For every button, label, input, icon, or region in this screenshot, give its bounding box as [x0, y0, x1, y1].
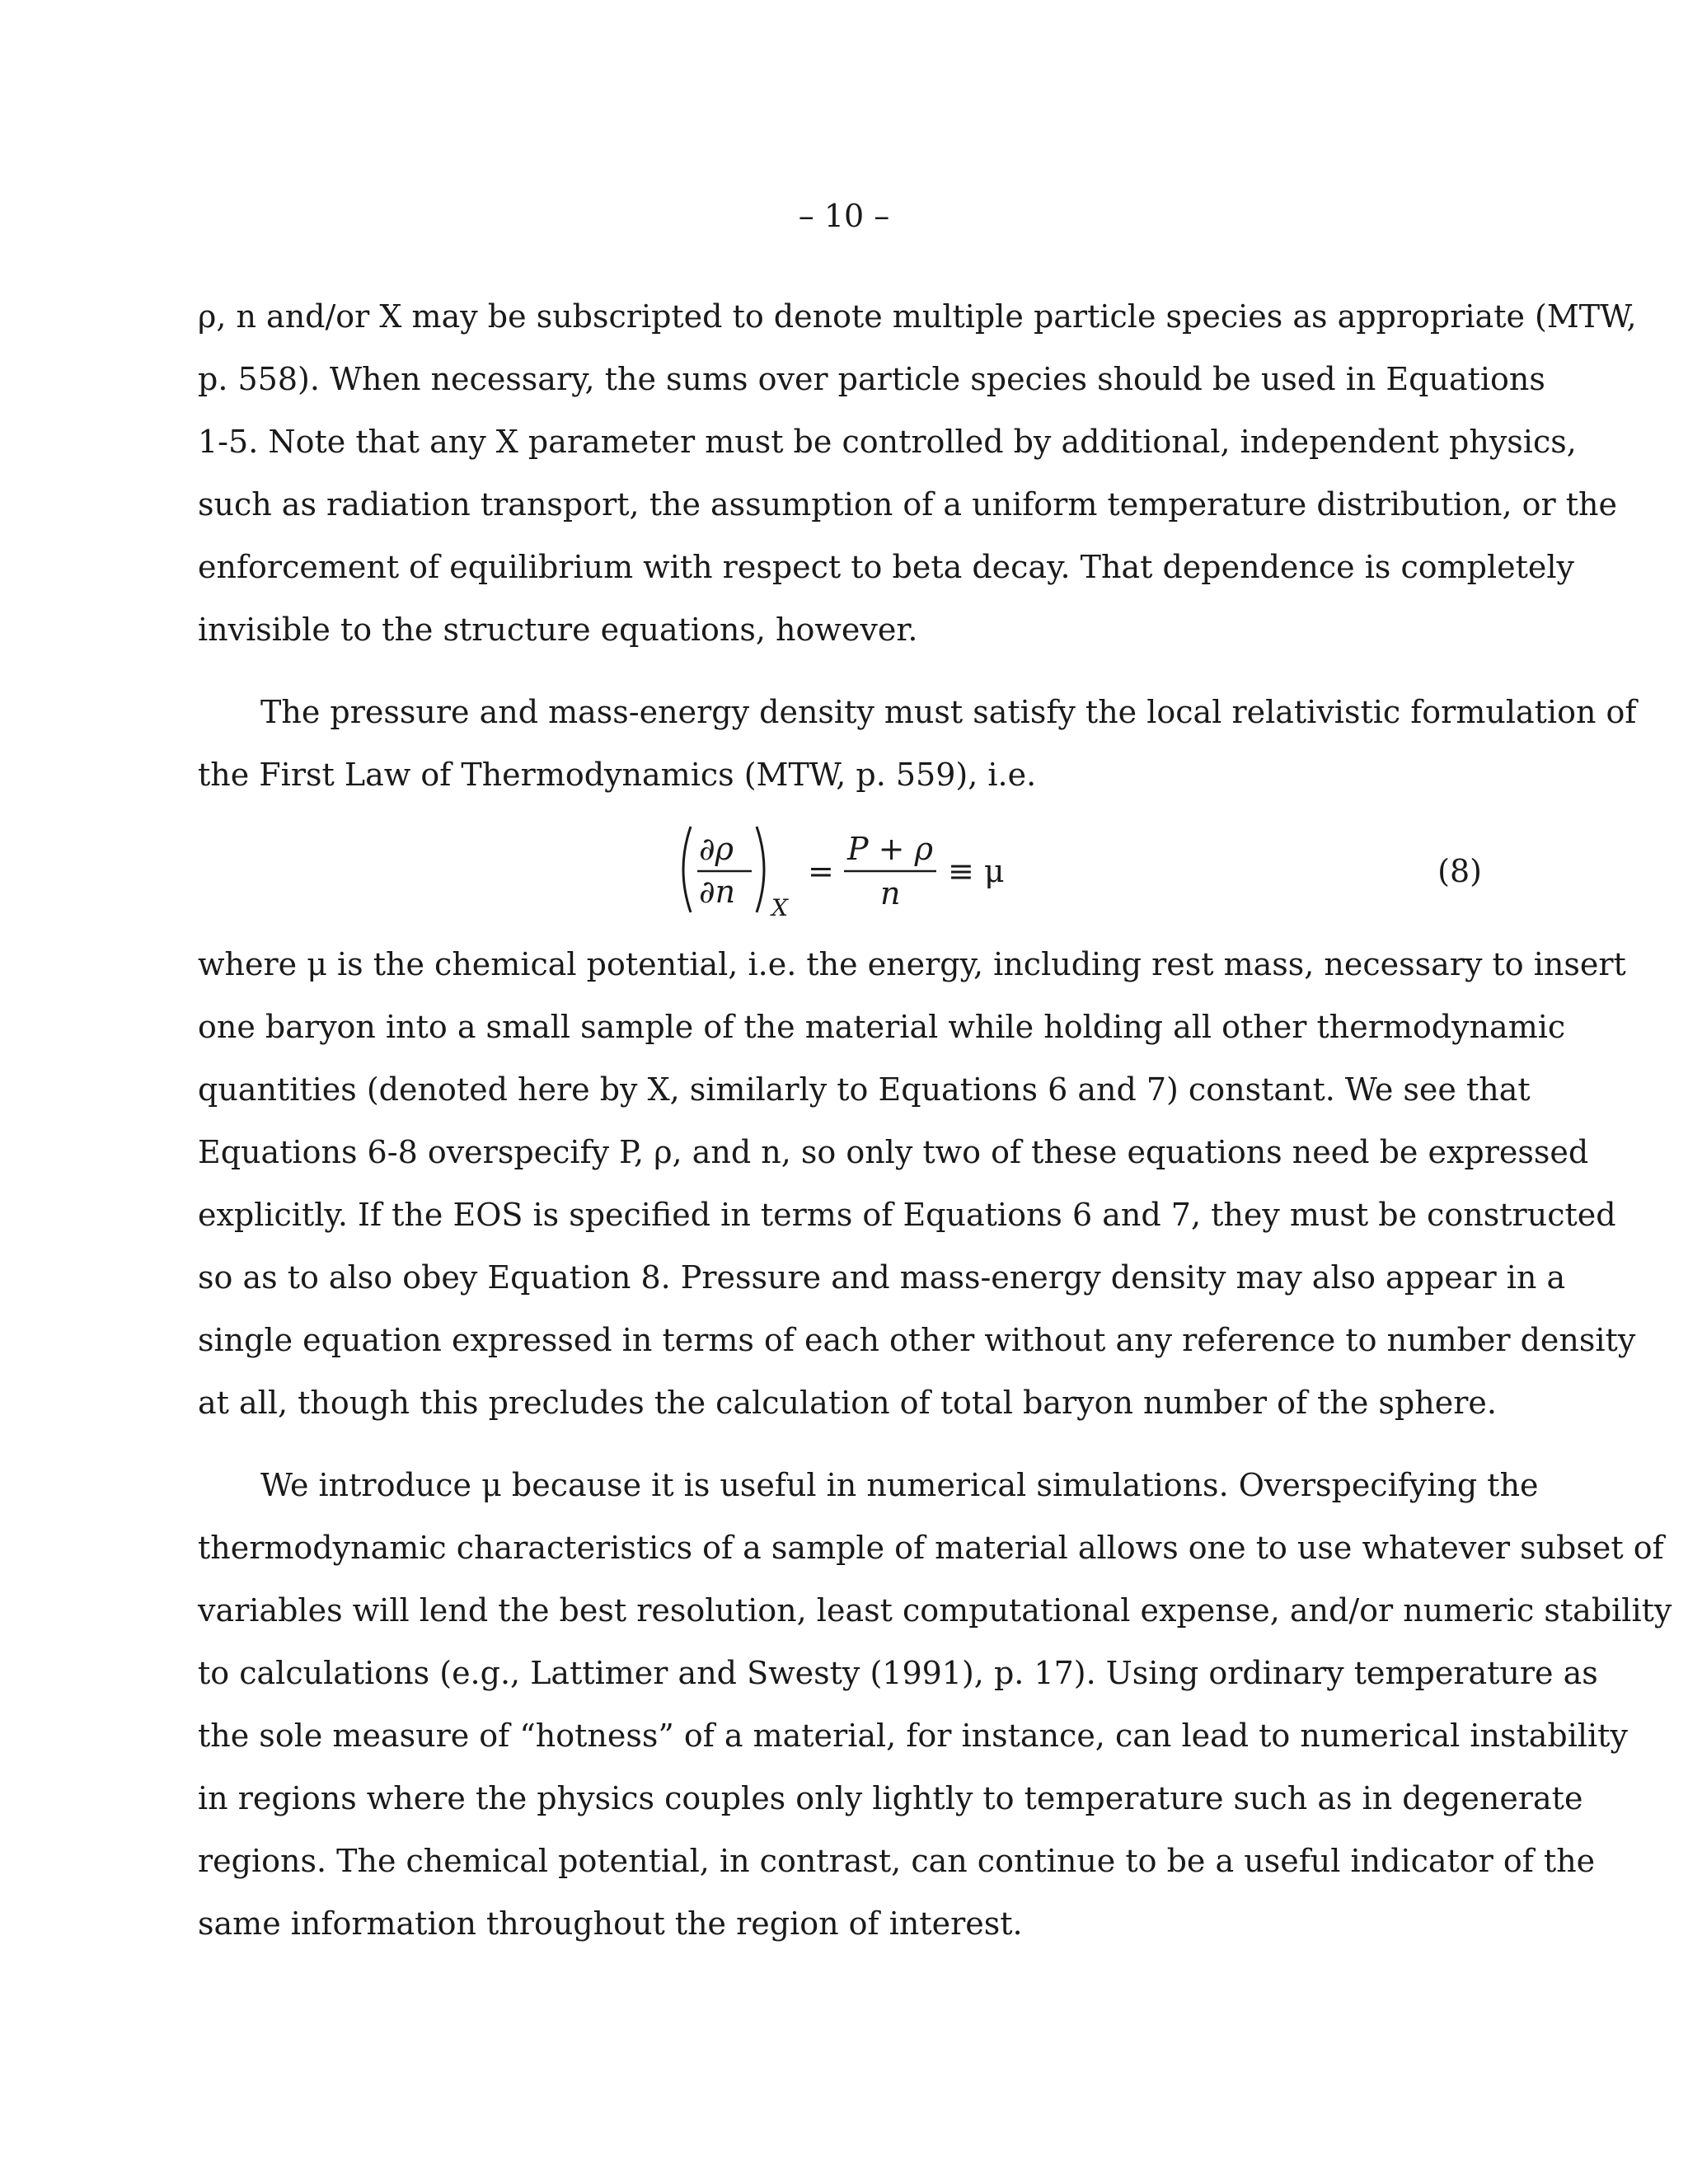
paragraph-4-line-4: to calculations (e.g., Lattimer and Swesty (1991), p. 17). Using ordinary temperature as: [198, 1655, 1598, 1691]
paragraph-3-line-3: quantities (denoted here by X, similarly to Equations 6 and 7) constant. We see that: [198, 1071, 1531, 1108]
paragraph-3-line-6: so as to also obey Equation 8. Pressure and mass-energy density may also appear in a: [198, 1259, 1566, 1296]
rhs-numerator: P + ρ: [847, 831, 933, 867]
paragraph-3-line-5: explicitly. If the EOS is specified in terms of Equations 6 and 7, they must be constructed: [198, 1197, 1616, 1233]
equals-sign: =: [808, 853, 834, 889]
paragraph-3-line-8: at all, though this precludes the calculation of total baryon number of the sphere.: [198, 1385, 1497, 1421]
right-paren: [757, 827, 764, 912]
paragraph-3-line-4: Equations 6-8 overspecify P, ρ, and n, so only two of these equations need be expressed: [198, 1134, 1589, 1170]
paragraph-2-line-1: The pressure and mass-energy density must satisfy the local relativistic formulation of: [260, 694, 1637, 730]
paragraph-1-line-3: 1-5. Note that any X parameter must be controlled by additional, independent physics,: [198, 424, 1577, 460]
paragraph-3-line-1: where μ is the chemical potential, i.e. the energy, including rest mass, necessary to insert: [198, 946, 1626, 982]
paragraph-1-line-1: ρ, n and/or X may be subscripted to denote multiple particle species as appropriate (MTW,: [198, 298, 1637, 335]
paragraph-3-line-2: one baryon into a small sample of the material while holding all other thermodynamic: [198, 1009, 1566, 1045]
lhs-numerator: ∂ρ: [699, 831, 734, 867]
equation-8: [0, 820, 1688, 927]
lhs-denominator: ∂n: [699, 874, 736, 910]
paragraph-1-line-5: enforcement of equilibrium with respect to beta decay. That dependence is completely: [198, 549, 1574, 585]
paragraph-4-line-6: in regions where the physics couples only lightly to temperature such as in degenerate: [198, 1780, 1583, 1816]
left-paren: [683, 827, 691, 912]
paragraph-2-line-2: the First Law of Thermodynamics (MTW, p. 559), i.e.: [198, 757, 1037, 793]
paragraph-4-line-5: the sole measure of “hotness” of a material, for instance, can lead to numerical instability: [198, 1718, 1628, 1754]
equation-number: (8): [1437, 853, 1482, 889]
lhs-subscript: X: [771, 894, 788, 921]
paragraph-4-line-1: We introduce μ because it is useful in numerical simulations. Overspecifying the: [260, 1467, 1539, 1503]
paragraph-4-line-2: thermodynamic characteristics of a sample of material allows one to use whatever subset of: [198, 1530, 1664, 1566]
paragraph-4-line-3: variables will lend the best resolution, least computational expense, and/or numeric stability: [198, 1592, 1672, 1629]
paragraph-1-line-2: p. 558). When necessary, the sums over particle species should be used in Equations: [198, 361, 1545, 397]
rhs-denominator: n: [880, 875, 901, 912]
equiv-mu: ≡ μ: [948, 853, 1005, 889]
equation-8-formula: [676, 820, 1022, 927]
paragraph-1-line-4: such as radiation transport, the assumption of a uniform temperature distribution, or the: [198, 486, 1618, 523]
paragraph-4-line-7: regions. The chemical potential, in contrast, can continue to be a useful indicator of the: [198, 1843, 1596, 1879]
paragraph-4-line-8: same information throughout the region of interest.: [198, 1905, 1023, 1942]
page-number: – 10 –: [798, 198, 890, 234]
paragraph-3-line-7: single equation expressed in terms of each other without any reference to number density: [198, 1322, 1636, 1358]
paragraph-1-line-6: invisible to the structure equations, however.: [198, 612, 918, 648]
